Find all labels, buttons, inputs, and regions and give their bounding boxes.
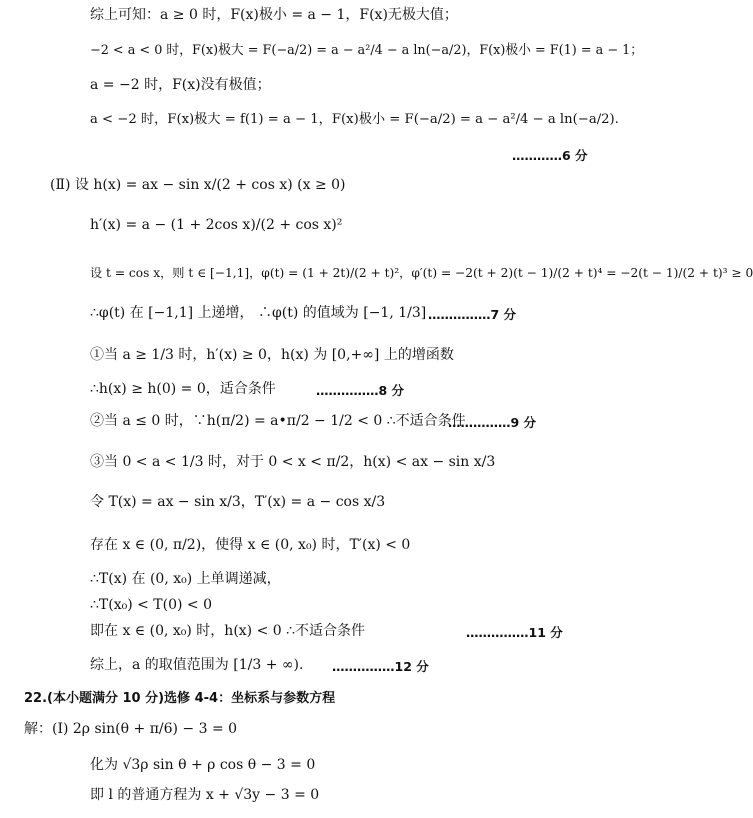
question-22-heading: 22.(本小题满分 10 分)选修 4-4：坐标系与参数方程 — [24, 691, 336, 706]
score-12: ……………12 分 — [332, 659, 429, 674]
T-decreasing: ∴T(x) 在 (0, x₀) 上单调递减， — [90, 571, 281, 587]
part-two-define-h: (Ⅱ) 设 h(x) = ax − sin x/(2 + cos x) (x ≥ 0) — [50, 177, 346, 193]
phi-increasing-range: ∴φ(t) 在 [−1,1] 上递增， ∴φ(t) 的值域为 [−1, 1/3] — [90, 305, 427, 321]
substitute-t-phi: 设 t = cos x，则 t ∈ [−1,1]，φ(t) = (1 + 2t)/(2 + t)²，φ′(t) = −2(t + 2)(t − 1)/(2 + t)⁴ = −2(t − 1)/(2 + t)³ ≥ 0 — [90, 266, 753, 280]
h-derivative: h′(x) = a − (1 + 2cos x)/(2 + cos x)² — [90, 217, 343, 233]
exists-x-in-interval: 存在 x ∈ (0, π/2)，使得 x ∈ (0, x₀) 时，T′(x) < 0 — [90, 537, 411, 553]
case-a-less-than-minus2: a < −2 时，F(x)极大 = f(1) = a − 1，F(x)极小 = F(−a/2) = a − a²/4 − a ln(−a/2). — [90, 112, 619, 127]
case-a-equals-minus2: a = −2 时，F(x)没有极值； — [90, 77, 271, 93]
convert-to-cartesian: 化为 √3ρ sin θ + ρ cos θ − 3 = 0 — [90, 757, 316, 773]
h-negative-conclusion: 即在 x ∈ (0, x₀) 时，h(x) < 0 ∴不适合条件 — [90, 623, 366, 639]
case-one-conclusion: ∴h(x) ≥ h(0) = 0，适合条件 — [90, 381, 276, 397]
score-6: …………6 分 — [512, 148, 588, 163]
score-8: ……………8 分 — [316, 383, 405, 398]
conclusion-a-nonnegative: 综上可知：a ≥ 0 时，F(x)极小 = a − 1，F(x)无极大值； — [90, 7, 458, 23]
define-T: 令 T(x) = ax − sin x/3，T′(x) = a − cos x/3 — [90, 494, 386, 510]
final-range: 综上，a 的取值范围为 [1/3 + ∞). — [90, 657, 304, 673]
case-one: ①当 a ≥ 1/3 时，h′(x) ≥ 0，h(x) 为 [0,+∞] 上的增函数 — [90, 347, 454, 363]
score-9: ……………9 分 — [448, 415, 537, 430]
line-l-equation: 即 l 的普通方程为 x + √3y − 3 = 0 — [90, 787, 320, 803]
score-7: ……………7 分 — [428, 307, 517, 322]
case-a-between-minus2-and-0: −2 < a < 0 时，F(x)极大 = F(−a/2) = a − a²/4 − a ln(−a/2)，F(x)极小 = F(1) = a − 1； — [90, 43, 644, 58]
T-x0-negative: ∴T(x₀) < T(0) < 0 — [90, 597, 213, 613]
solution-part-one: 解：(Ⅰ) 2ρ sin(θ + π/6) − 3 = 0 — [24, 721, 238, 737]
case-three: ③当 0 < a < 1/3 时，对于 0 < x < π/2，h(x) < ax − sin x/3 — [90, 454, 496, 470]
score-11: ……………11 分 — [466, 625, 563, 640]
case-two: ②当 a ≤ 0 时，∵h(π/2) = a•π/2 − 1/2 < 0 ∴不适合条件 — [90, 413, 466, 429]
